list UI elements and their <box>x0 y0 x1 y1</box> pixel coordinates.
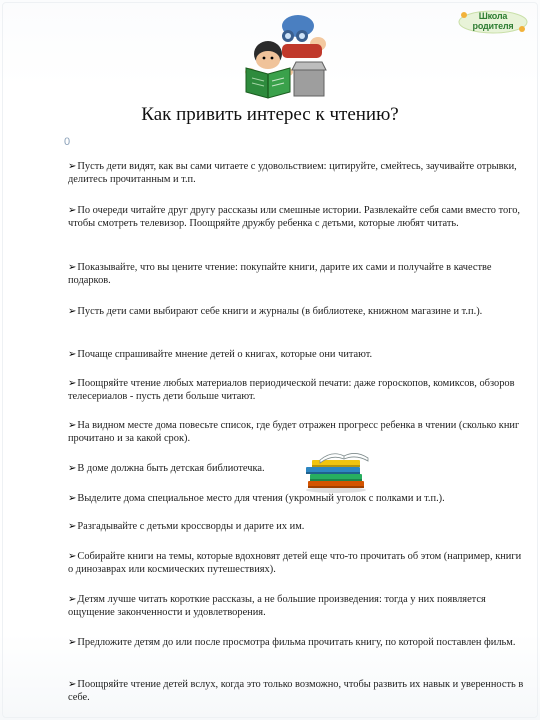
empty-bullet-marker: 0 <box>64 136 71 148</box>
list-item: ➢Предложите детям до или после просмотра фильма прочитать книгу, по которой поставлен фильм. <box>68 637 516 648</box>
list-item: ➢По очереди читайте друг другу рассказы или смешные истории. Развлекайте себя сами вместо того, чтобы смотреть телевизор. Поощряйте дружбу ребенка с детьми, которые любят читать. <box>68 205 520 230</box>
arrow-bullet-icon: ➢ <box>68 161 77 172</box>
arrow-bullet-icon: ➢ <box>68 205 77 216</box>
list-item: ➢На видном месте дома повесьте список, где будет отражен прогресс ребенка в чтении (сколько книг прочитано и за какой срок). <box>68 420 520 445</box>
arrow-bullet-icon: ➢ <box>68 637 77 648</box>
arrow-bullet-icon: ➢ <box>68 493 77 504</box>
list-item: ➢В доме должна быть детская библиотечка. <box>68 463 265 474</box>
arrow-bullet-icon: ➢ <box>68 378 77 389</box>
arrow-bullet-icon: ➢ <box>68 262 77 273</box>
page-title: Как привить интерес к чтению? <box>141 104 399 125</box>
list-item: ➢Поощряйте чтение детей вслух, когда это только возможно, чтобы развить их навык и уверенность в себе. <box>68 679 524 704</box>
arrow-bullet-icon: ➢ <box>68 463 77 474</box>
list-item: ➢Пусть дети видят, как вы сами читаете с удовольствием: цитируйте, смейтесь, заучивайте отрывки, делитесь прочитанным и т.п. <box>68 161 517 186</box>
logo-text: Школа родителя <box>472 11 514 31</box>
list-item: ➢Пусть дети сами выбирают себе книги и журналы (в библиотеке, книжном магазине и т.п.). <box>68 306 483 317</box>
arrow-bullet-icon: ➢ <box>68 594 77 605</box>
arrow-bullet-icon: ➢ <box>68 679 77 690</box>
book-stack-icon <box>300 448 374 494</box>
arrow-bullet-icon: ➢ <box>68 420 77 431</box>
list-item: ➢Разгадывайте с детьми кроссворды и дарите их им. <box>68 521 305 532</box>
list-item: ➢Показывайте, что вы цените чтение: покупайте книги, дарите их сами и получайте в качестве подарков. <box>68 262 492 287</box>
list-item: ➢Детям лучше читать короткие рассказы, а не большие произведения: тогда у них появляется ощущение законченности и удовлетворения. <box>68 594 486 619</box>
list-item: ➢Поощряйте чтение любых материалов периодической печати: даже гороскопов, комиксов, обзоров телесериалов - пусть дети больше читают. <box>68 378 515 403</box>
child-reading-icon <box>238 14 338 104</box>
arrow-bullet-icon: ➢ <box>68 306 77 317</box>
list-item: ➢Выделите дома специальное место для чтения (укромный уголок с полками и т.п.). <box>68 493 445 504</box>
list-item: ➢Собирайте книги на темы, которые вдохновят детей еще что-то прочитать об этом (например, книги о динозаврах или космических путешествиях). <box>68 551 522 576</box>
arrow-bullet-icon: ➢ <box>68 521 77 532</box>
arrow-bullet-icon: ➢ <box>68 349 77 360</box>
list-item: ➢Почаще спрашивайте мнение детей о книгах, которые они читают. <box>68 349 373 360</box>
arrow-bullet-icon: ➢ <box>68 551 77 562</box>
